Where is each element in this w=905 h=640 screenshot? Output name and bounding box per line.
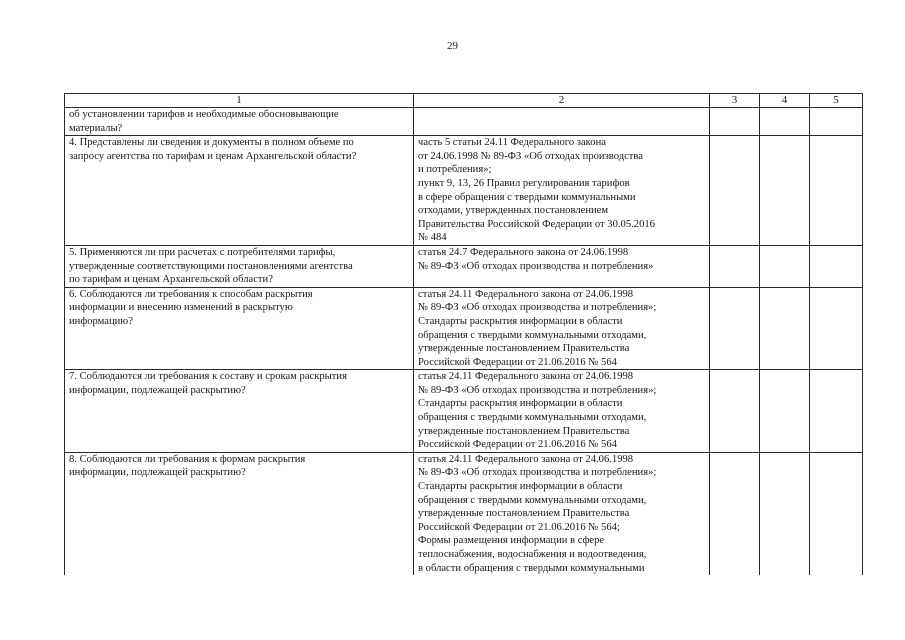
page-number: 29 (447, 40, 458, 52)
answer-no-cell (760, 245, 810, 287)
table-row (65, 245, 863, 287)
note-cell (810, 245, 863, 287)
column-header: 1 (65, 94, 414, 108)
column-header: 4 (760, 94, 810, 108)
table-header-row (65, 94, 863, 108)
table-row (65, 287, 863, 370)
answer-no-cell (760, 370, 810, 453)
checklist-table (64, 93, 863, 575)
column-header: 2 (414, 94, 710, 108)
legal-basis-cell: статья 24.7 Федерального закона от 24.06.1998 № 89-ФЗ «Об отходах производства и потребления» (414, 245, 710, 287)
table-row (65, 452, 863, 575)
column-header: 5 (810, 94, 863, 108)
answer-yes-cell (710, 136, 760, 246)
legal-basis-cell: статья 24.11 Федерального закона от 24.06.1998 № 89-ФЗ «Об отходах производства и потребления»; Стандарты раскрытия информации в области обращения с твердыми коммунальными отходами, утвержденные постановлением Правительства Российской Федерации от 21.06.2016 № 564 (414, 370, 710, 453)
answer-yes-cell (710, 452, 760, 575)
legal-basis-cell (414, 108, 710, 136)
question-cell: 6. Соблюдаются ли требования к способам раскрытия информации и внесению изменений в раскрытую информацию? (65, 287, 414, 370)
note-cell (810, 108, 863, 136)
answer-yes-cell (710, 245, 760, 287)
question-cell: 4. Представлены ли сведения и документы в полном объеме по запросу агентства по тарифам и ценам Архангельской области? (65, 136, 414, 246)
answer-no-cell (760, 452, 810, 575)
answer-yes-cell (710, 370, 760, 453)
question-cell: 8. Соблюдаются ли требования к формам раскрытия информации, подлежащей раскрытию? (65, 452, 414, 575)
legal-basis-cell: статья 24.11 Федерального закона от 24.06.1998 № 89-ФЗ «Об отходах производства и потребления»; Стандарты раскрытия информации в области обращения с твердыми коммунальными отходами, утвержденные постановлением Правительства Российской Федерации от 21.06.2016 № 564 (414, 287, 710, 370)
question-cell: об установлении тарифов и необходимые обосновывающие материалы? (65, 108, 414, 136)
answer-no-cell (760, 287, 810, 370)
legal-basis-cell: статья 24.11 Федерального закона от 24.06.1998 № 89-ФЗ «Об отходах производства и потребления»; Стандарты раскрытия информации в области обращения с твердыми коммунальными отходами, утвержденные постановлением Правительства Российской Федерации от 21.06.2016 № 564; Формы размещения информации в сфере теплоснабжения, водоснабжения и водоотведения, в области обращения с твердыми коммунальными (414, 452, 710, 575)
answer-no-cell (760, 136, 810, 246)
note-cell (810, 287, 863, 370)
table-row (65, 108, 863, 136)
column-header: 3 (710, 94, 760, 108)
answer-yes-cell (710, 287, 760, 370)
answer-yes-cell (710, 108, 760, 136)
note-cell (810, 136, 863, 246)
answer-no-cell (760, 108, 810, 136)
note-cell (810, 370, 863, 453)
question-cell: 7. Соблюдаются ли требования к составу и срокам раскрытия информации, подлежащей раскрытию? (65, 370, 414, 453)
note-cell (810, 452, 863, 575)
table-row (65, 136, 863, 246)
legal-basis-cell: часть 5 статьи 24.11 Федерального закона от 24.06.1998 № 89-ФЗ «Об отходах производства и потребления»; пункт 9, 13, 26 Правил регулирования тарифов в сфере обращения с твердыми коммунальными отходами, утвержденных постановлением Правительства Российской Федерации от 30.05.2016 № 484 (414, 136, 710, 246)
question-cell: 5. Применяются ли при расчетах с потребителями тарифы, утвержденные соответствующими постановлениями агентства по тарифам и ценам Архангельской области? (65, 245, 414, 287)
table-row (65, 370, 863, 453)
